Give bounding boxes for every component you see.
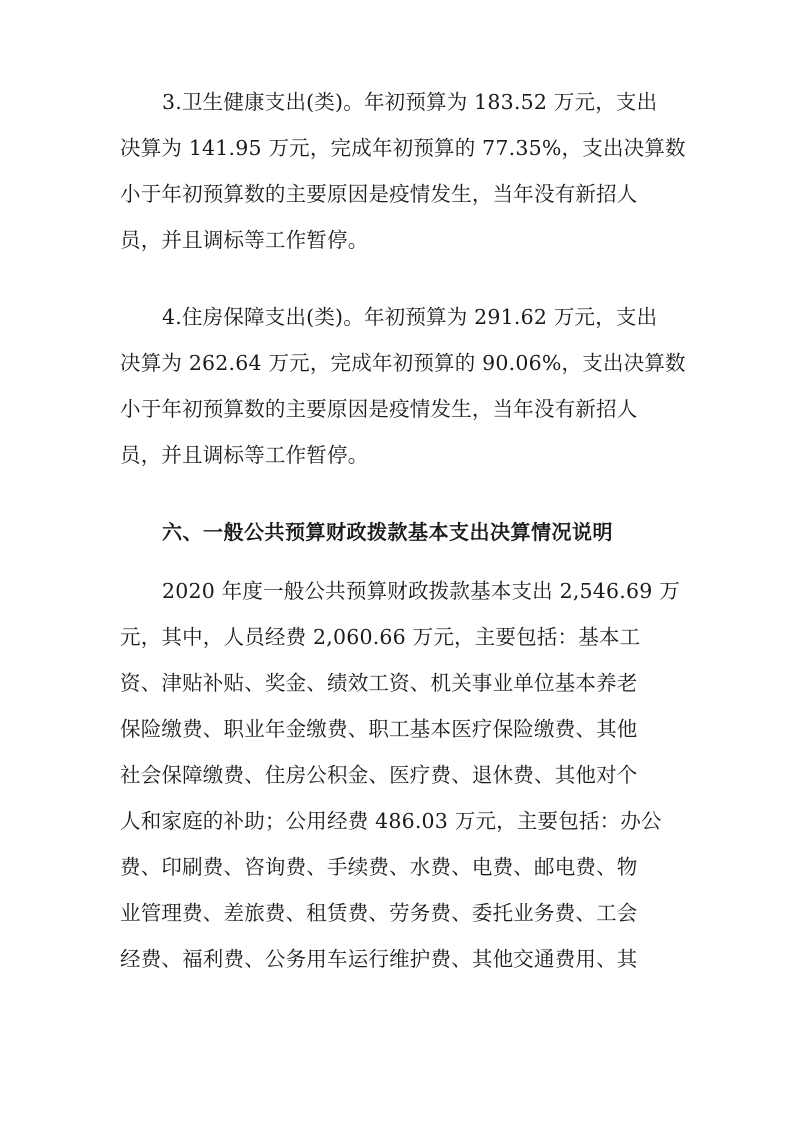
paragraph-line: 经费、福利费、公务用车运行维护费、其他交通费用、其: [120, 947, 638, 971]
paragraph-line: 业管理费、差旅费、租赁费、劳务费、委托业务费、工会: [120, 901, 638, 925]
paragraph-line: 元，其中，人员经费 2,060.66 万元，主要包括：基本工: [120, 625, 641, 649]
paragraph-housing-expenditure: [120, 294, 686, 478]
section-heading-container: [120, 509, 666, 555]
paragraph-line: 2020 年度一般公共预算财政拨款基本支出 2,546.69 万: [162, 579, 680, 603]
paragraph-basic-expenditure: [120, 568, 680, 982]
paragraph-line: 小于年初预算数的主要原因是疫情发生，当年没有新招人: [120, 182, 638, 206]
paragraph-line: 决算为 262.64 万元，完成年初预算的 90.06%，支出决算数: [120, 351, 686, 375]
paragraph-line: 保险缴费、职业年金缴费、职工基本医疗保险缴费、其他: [120, 717, 638, 741]
paragraph-health-expenditure: [120, 79, 686, 263]
paragraph-line: 社会保障缴费、住房公积金、医疗费、退休费、其他对个: [120, 763, 638, 787]
paragraph-line: 员，并且调标等工作暂停。: [120, 443, 369, 467]
paragraph-line: 人和家庭的补助；公用经费 486.03 万元，主要包括：办公: [120, 809, 662, 833]
paragraph-line: 资、津贴补贴、奖金、绩效工资、机关事业单位基本养老: [120, 671, 638, 695]
paragraph-line: 3.卫生健康支出(类)。年初预算为 183.52 万元，支出: [162, 90, 658, 114]
paragraph-line: 费、印刷费、咨询费、手续费、水费、电费、邮电费、物: [120, 855, 638, 879]
paragraph-line: 员，并且调标等工作暂停。: [120, 228, 369, 252]
paragraph-line: 决算为 141.95 万元，完成年初预算的 77.35%，支出决算数: [120, 136, 686, 160]
paragraph-line: 小于年初预算数的主要原因是疫情发生，当年没有新招人: [120, 397, 638, 421]
section-heading: 六、一般公共预算财政拨款基本支出决算情况说明: [162, 520, 613, 544]
paragraph-line: 4.住房保障支出(类)。年初预算为 291.62 万元，支出: [162, 305, 658, 329]
